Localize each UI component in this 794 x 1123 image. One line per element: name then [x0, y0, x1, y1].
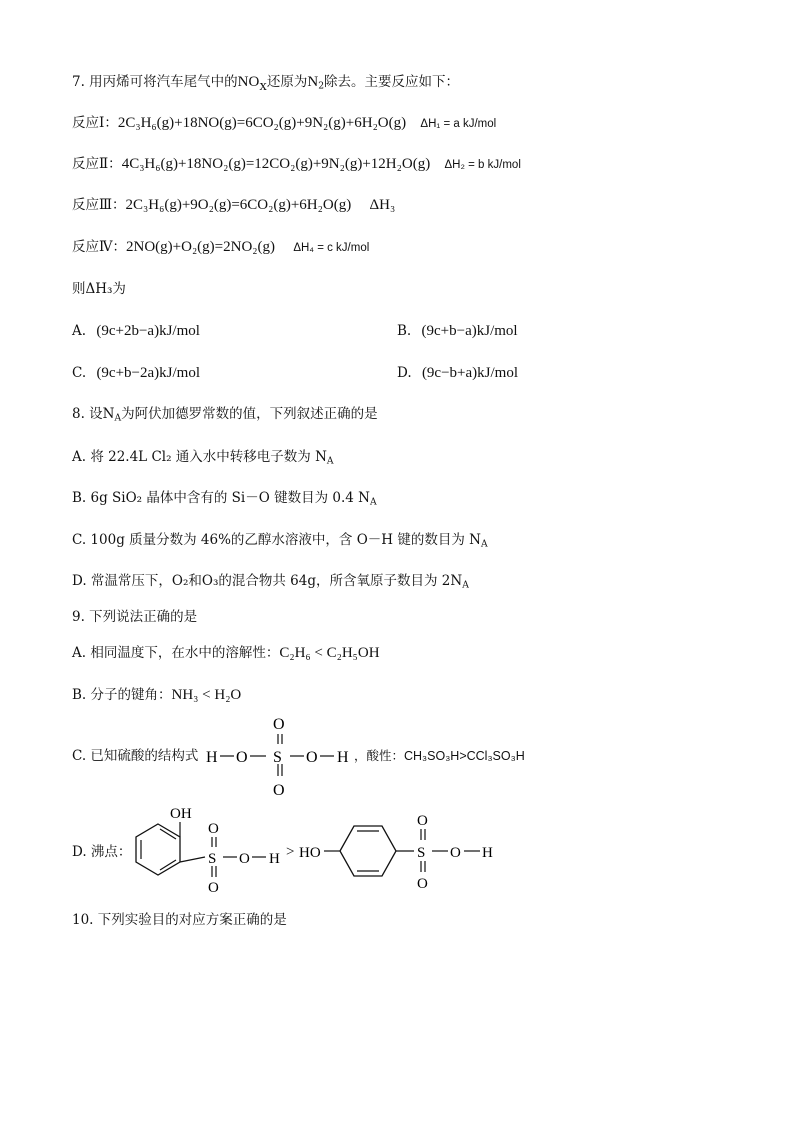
hydroxyl-group: OH [170, 806, 192, 822]
atom-o: O [273, 782, 285, 799]
option-letter: A. [72, 323, 87, 339]
option-value: (9c−b+a)kJ/mol [421, 365, 519, 381]
option-text: B. 6g SiO₂ 晶体中含有的 Si－O 键数目为 0.4 N [72, 490, 370, 506]
reaction-formula: 2C₃H₆(g)+18NO(g)=6CO₂(g)+9N₂(g)+6H₂O(g) [117, 115, 407, 131]
atom-o: O [236, 749, 248, 766]
atom-s: S [273, 749, 282, 766]
q8-option-c [72, 530, 488, 554]
q7-reaction-2 [72, 154, 521, 175]
reaction-label: 反应Ⅲ： [72, 197, 126, 213]
q7-stem-text: 7. 用丙烯可将汽车尾气中的 [72, 74, 238, 90]
atom-h: H [206, 749, 218, 766]
atom-o: O [417, 876, 428, 892]
option-letter: B. [397, 323, 412, 339]
option-text: B. 分子的键角： [72, 687, 172, 703]
option-text: C. 100g 质量分数为 46%的乙醇水溶液中，含 O－H 键的数目为 N [72, 532, 481, 548]
q7-stem-n2-sub: 2 [318, 80, 325, 92]
option-text: D. 沸点： [72, 844, 132, 860]
reaction-formula: 2NO(g)+O₂(g)=2NO₂(g) [126, 239, 276, 255]
q8-stem [72, 404, 378, 428]
atom-o: O [208, 880, 219, 895]
reaction-formula: 4C₃H₆(g)+18NO₂(g)=12CO₂(g)+9N₂(g)+12H₂O(g) [121, 156, 431, 172]
q7-stem-text3: 除去。主要反应如下： [324, 74, 460, 90]
greater-than: > [286, 844, 295, 860]
ortho-hydroxybenzenesulfonic-acid [125, 800, 290, 895]
option-text: A. 将 22.4L Cl₂ 通入水中转移电子数为 N [72, 449, 327, 465]
benzene-ring [136, 824, 180, 875]
option-value: (9c+2b−a)kJ/mol [96, 323, 200, 339]
q7-stem-x: x [259, 77, 267, 94]
q7-option-d [397, 363, 518, 383]
atom-s: S [417, 845, 426, 861]
option-formula: NH₃ < H₂O [171, 687, 242, 703]
option-text: D. 常温常压下，O₂和O₃的混合物共 64g，所含氧原子数目为 2N [72, 573, 463, 589]
option-text: C. 已知硫酸的结构式 [72, 748, 199, 764]
atom-h: H [269, 851, 280, 867]
q7-stem-n2: N [307, 74, 319, 90]
q7-reaction-4 [72, 237, 369, 258]
q7-stem-text2: 还原为 [266, 74, 308, 90]
q8-option-b [72, 488, 377, 512]
q8-stem-text: 8. 设N [72, 406, 115, 422]
q9-option-d-compare [286, 842, 294, 862]
reaction-formula: 2C₃H₆(g)+9O₂(g)=6CO₂(g)+6H₂O(g) [125, 197, 352, 213]
q8-option-a [72, 447, 334, 471]
option-sub: A [462, 579, 469, 591]
atom-o: O [208, 821, 219, 837]
q8-stem-tail: 为阿伏加德罗常数的值，下列叙述正确的是 [121, 406, 378, 422]
atom-o: O [239, 851, 250, 867]
reaction-enthalpy: ΔH₄ = c kJ/mol [293, 242, 370, 254]
hydroxyl-group: HO [299, 845, 321, 861]
option-sub: A [369, 496, 377, 508]
option-value: (9c+b−2a)kJ/mol [96, 365, 201, 381]
option-sub: A [480, 538, 488, 550]
q9-option-a [72, 643, 380, 663]
para-hydroxybenzenesulfonic-acid [298, 810, 503, 895]
q10-stem-text: 10. 下列实验目的对应方案正确的是 [72, 912, 287, 928]
reaction-enthalpy: ΔH₃ [369, 197, 396, 213]
option-letter: D. [397, 365, 412, 381]
q7-option-a [72, 321, 200, 341]
atom-h: H [337, 749, 349, 766]
q7-option-c [72, 363, 200, 383]
option-formula: C₂H₆ < C₂H₅OH [279, 645, 380, 661]
option-text: A. 相同温度下，在水中的溶解性： [72, 645, 280, 661]
option-letter: C. [72, 365, 87, 381]
q10-stem [72, 910, 287, 930]
q9-option-b [72, 685, 241, 705]
atom-o: O [306, 749, 318, 766]
reaction-label: 反应Ⅳ： [72, 239, 126, 255]
q7-reaction-1 [72, 113, 496, 134]
option-text: ，酸性：CH₃SO₃H>CCl₃SO₃H [354, 749, 525, 763]
q7-reaction-3 [72, 195, 395, 215]
reaction-label: 反应Ⅱ： [72, 156, 122, 172]
atom-o: O [450, 845, 461, 861]
q7-ask [72, 279, 126, 299]
atom-h: H [482, 845, 493, 861]
bond [180, 857, 205, 862]
q7-ask-text: 则ΔH₃为 [72, 281, 126, 297]
q7-option-b [397, 321, 518, 341]
sulfuric-acid-structure [200, 712, 360, 802]
reaction-enthalpy: ΔH₁ = a kJ/mol [420, 118, 497, 130]
q7-stem-nox: NO [237, 74, 260, 90]
atom-o: O [273, 716, 285, 733]
atom-o: O [417, 813, 428, 829]
option-value: (9c+b−a)kJ/mol [421, 323, 518, 339]
ring-edge [345, 832, 356, 851]
atom-s: S [208, 851, 217, 867]
q8-option-d [72, 571, 469, 595]
q9-option-d-label [72, 842, 131, 862]
q8-stem-sub: A [114, 412, 122, 424]
q9-stem [72, 607, 197, 627]
q9-option-c-label [72, 746, 198, 766]
q7-stem [72, 72, 459, 96]
q9-stem-text: 9. 下列说法正确的是 [72, 609, 198, 625]
benzene-ring [340, 826, 396, 876]
option-sub: A [326, 455, 334, 467]
q9-option-c-tail [354, 746, 525, 766]
reaction-enthalpy: ΔH₂ = b kJ/mol [444, 159, 521, 171]
reaction-label: 反应Ⅰ： [72, 115, 118, 131]
